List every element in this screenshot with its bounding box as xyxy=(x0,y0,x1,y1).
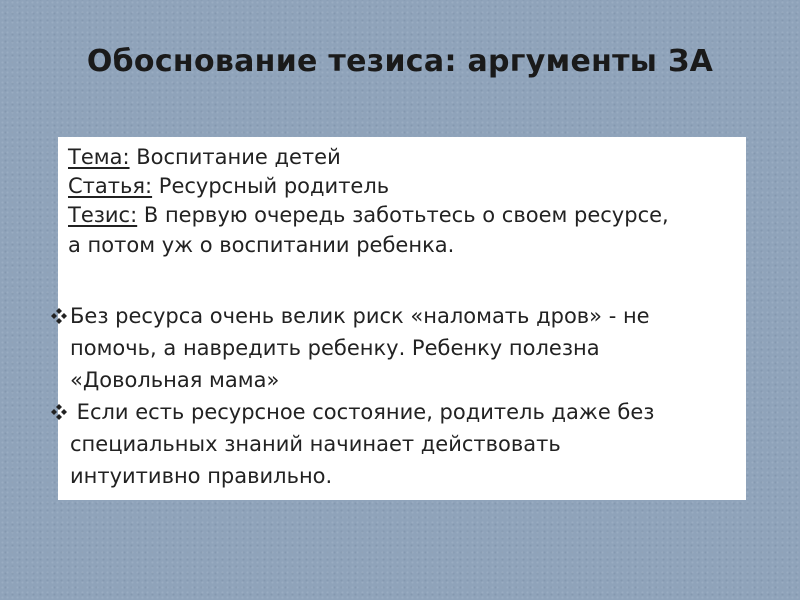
argument-2-line-3: интуитивно правильно. xyxy=(70,464,333,488)
thesis-line xyxy=(68,201,669,230)
article-line xyxy=(68,172,389,201)
slide-title: Обоснование тезиса: аргументы ЗА xyxy=(86,44,714,79)
topic-value: Воспитание детей xyxy=(136,145,341,169)
thesis-label: Тезис: xyxy=(68,203,138,227)
article-value: Ресурсный родитель xyxy=(158,174,390,198)
thesis-text-1: В первую очередь заботьтесь о своем ресурсе, xyxy=(143,203,669,227)
diamond-bullet-icon xyxy=(50,403,68,421)
article-label: Статья: xyxy=(68,174,153,198)
argument-1-line-1: Без ресурса очень велик риск «наломать дров» - не xyxy=(70,304,650,328)
thesis-continuation xyxy=(68,231,454,260)
argument-item-1 xyxy=(70,300,740,396)
argument-item-2 xyxy=(70,396,740,492)
topic-line xyxy=(68,143,341,172)
argument-2-line-2: специальных знаний начинает действовать xyxy=(70,432,561,456)
argument-2-line-1: Если есть ресурсное состояние, родитель даже без xyxy=(70,400,655,424)
topic-label: Тема: xyxy=(68,145,130,169)
argument-1-line-2: помочь, а навредить ребенку. Ребенку полезна xyxy=(70,336,600,360)
content-box xyxy=(58,137,746,500)
argument-1-line-3: «Довольная мама» xyxy=(70,368,280,392)
diamond-bullet-icon xyxy=(50,307,68,325)
thesis-text-2: а потом уж о воспитании ребенка. xyxy=(68,233,455,257)
